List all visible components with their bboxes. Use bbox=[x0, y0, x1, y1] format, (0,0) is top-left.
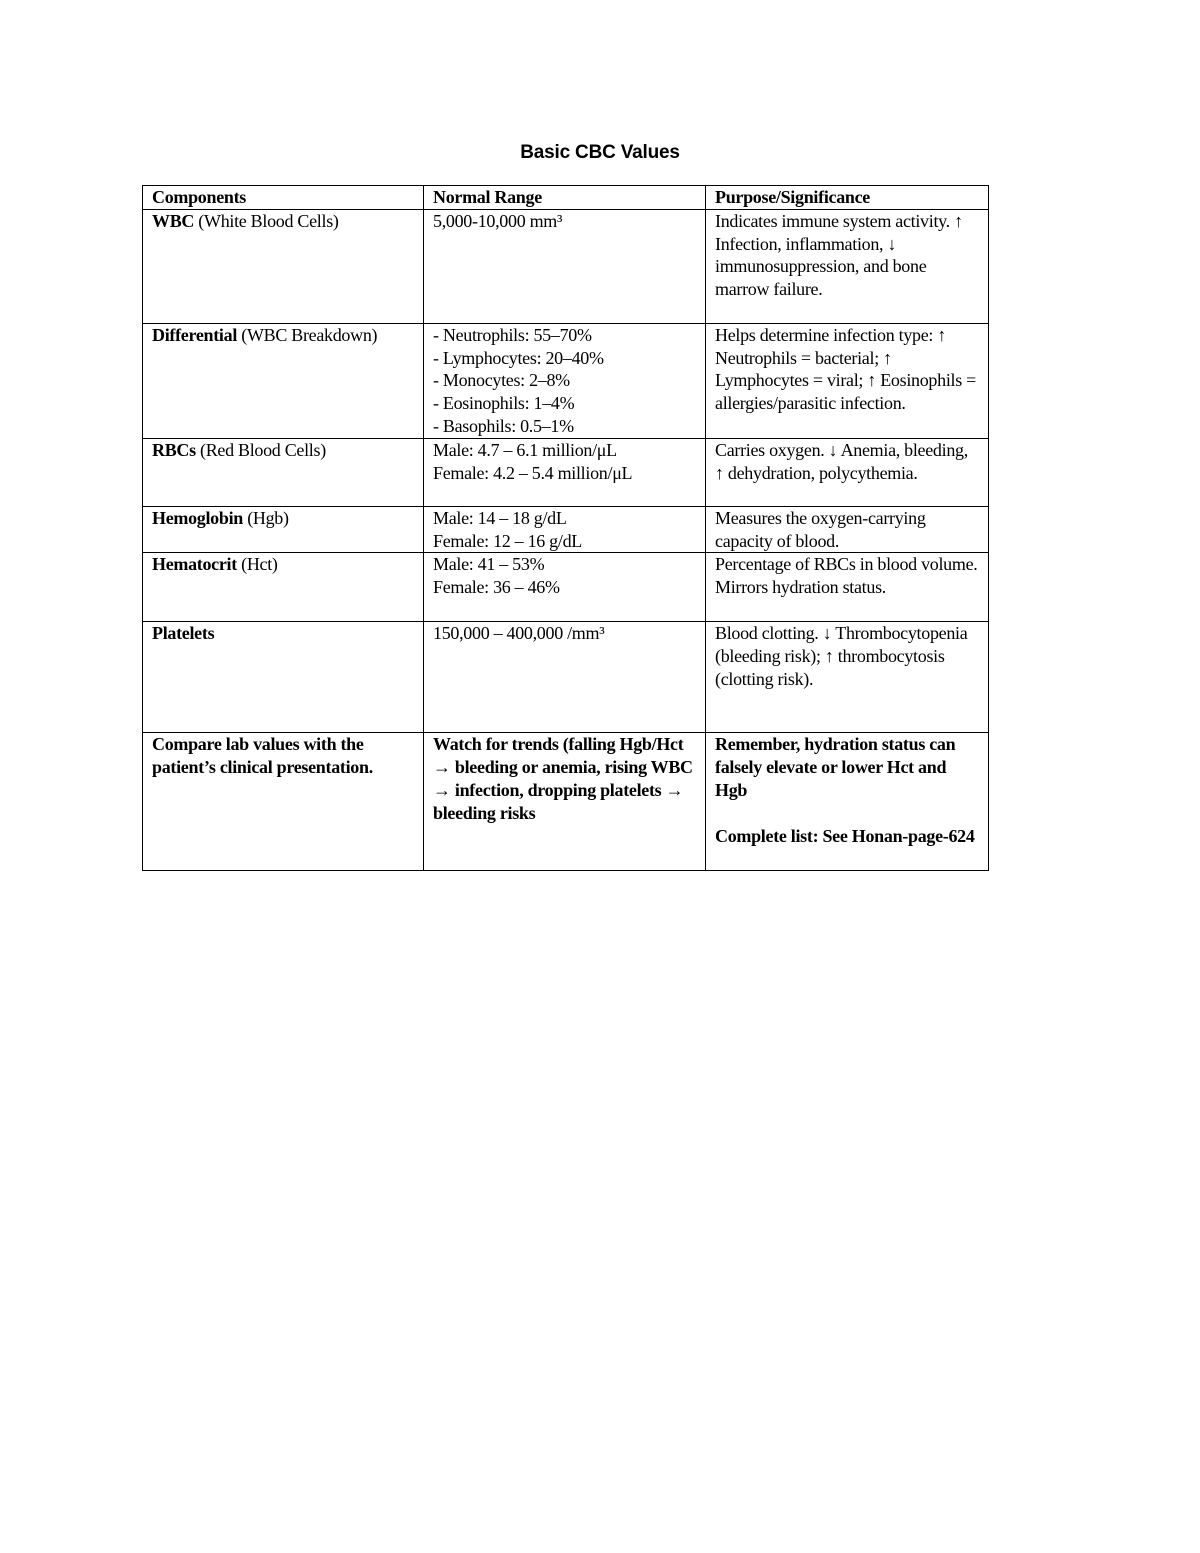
purpose-text: Blood clotting. ↓ Thrombocytopenia (bleeding risk); ↑ thrombocytosis (clotting risk). bbox=[715, 623, 968, 689]
purpose-text: Measures the oxygen-carrying capacity of blood. bbox=[715, 507, 926, 551]
component-cell bbox=[143, 323, 424, 438]
component-name: Differential bbox=[152, 324, 238, 345]
note-text: Remember, hydration status can falsely elevate or lower Hct and Hgb bbox=[715, 734, 956, 800]
page-title: Basic CBC Values bbox=[520, 142, 680, 163]
table-row-platelets bbox=[143, 622, 989, 733]
component-name: Platelets bbox=[152, 623, 215, 644]
range-cell bbox=[424, 553, 706, 622]
range-line: - Eosinophils: 1–4% bbox=[433, 393, 575, 414]
component-desc: (White Blood Cells) bbox=[194, 210, 339, 231]
range-cell bbox=[424, 506, 706, 553]
range-cell bbox=[424, 438, 706, 506]
range-line: 150,000 – 400,000 /mm³ bbox=[433, 623, 605, 644]
range-line: Female: 12 – 16 g/dL bbox=[433, 530, 582, 551]
component-cell bbox=[143, 622, 424, 733]
purpose-text: Carries oxygen. ↓ Anemia, bleeding, ↑ dehydration, polycythemia. bbox=[715, 439, 968, 483]
component-name: Hemoglobin bbox=[152, 507, 244, 528]
range-line: Male: 4.7 – 6.1 million/μL bbox=[433, 439, 617, 460]
spacer bbox=[715, 802, 980, 825]
component-desc: (Red Blood Cells) bbox=[195, 439, 326, 460]
note-cell bbox=[706, 733, 989, 871]
range-line: Female: 4.2 – 5.4 million/μL bbox=[433, 462, 633, 483]
range-cell bbox=[424, 209, 706, 323]
note-text: Watch for trends (falling Hgb/Hct → bleeding or anemia, rising WBC → infection, dropping platelets → bleeding risks bbox=[433, 734, 693, 823]
header-normal-range: Normal Range bbox=[424, 186, 706, 210]
header-components: Components bbox=[143, 186, 424, 210]
purpose-text: Indicates immune system activity. ↑ Infection, inflammation, ↓ immunosuppression, and bone marrow failure. bbox=[715, 210, 963, 300]
component-name: RBCs bbox=[152, 439, 196, 460]
table-row-notes bbox=[143, 733, 989, 871]
range-line: 5,000-10,000 mm³ bbox=[433, 210, 563, 231]
range-cell bbox=[424, 323, 706, 438]
purpose-cell bbox=[706, 323, 989, 438]
note-text: Complete list: See Honan-page-624 bbox=[715, 825, 975, 846]
table-header-row bbox=[143, 186, 989, 210]
header-purpose: Purpose/Significance bbox=[706, 186, 989, 210]
table-row-differential bbox=[143, 323, 989, 438]
table-row-rbcs bbox=[143, 438, 989, 506]
range-line: - Monocytes: 2–8% bbox=[433, 370, 570, 391]
component-desc: (WBC Breakdown) bbox=[237, 324, 378, 345]
note-cell bbox=[424, 733, 706, 871]
table-row-wbc bbox=[143, 209, 989, 323]
range-line: - Lymphocytes: 20–40% bbox=[433, 347, 604, 368]
purpose-text: Helps determine infection type: ↑ Neutrophils = bacterial; ↑ Lymphocytes = viral; ↑ Eosinophils = allergies/parasitic infection. bbox=[715, 324, 976, 414]
cbc-values-table bbox=[142, 185, 989, 871]
purpose-cell bbox=[706, 622, 989, 733]
component-cell bbox=[143, 506, 424, 553]
note-text: Compare lab values with the patient’s clinical presentation. bbox=[152, 734, 373, 778]
range-line: Male: 41 – 53% bbox=[433, 554, 545, 575]
purpose-cell bbox=[706, 506, 989, 553]
note-cell bbox=[143, 733, 424, 871]
component-desc: (Hgb) bbox=[243, 507, 289, 528]
component-cell bbox=[143, 438, 424, 506]
table-row-hematocrit bbox=[143, 553, 989, 622]
range-cell bbox=[424, 622, 706, 733]
purpose-cell bbox=[706, 553, 989, 622]
purpose-cell bbox=[706, 438, 989, 506]
component-cell bbox=[143, 553, 424, 622]
table-row-hemoglobin bbox=[143, 506, 989, 553]
component-name: WBC bbox=[152, 210, 195, 231]
purpose-text: Percentage of RBCs in blood volume. Mirrors hydration status. bbox=[715, 554, 978, 598]
range-line: - Basophils: 0.5–1% bbox=[433, 415, 574, 436]
range-line: - Neutrophils: 55–70% bbox=[433, 324, 592, 345]
range-line: Male: 14 – 18 g/dL bbox=[433, 507, 567, 528]
purpose-cell bbox=[706, 209, 989, 323]
component-desc: (Hct) bbox=[236, 554, 278, 575]
range-line: Female: 36 – 46% bbox=[433, 577, 560, 598]
component-name: Hematocrit bbox=[152, 554, 237, 575]
component-cell bbox=[143, 209, 424, 323]
